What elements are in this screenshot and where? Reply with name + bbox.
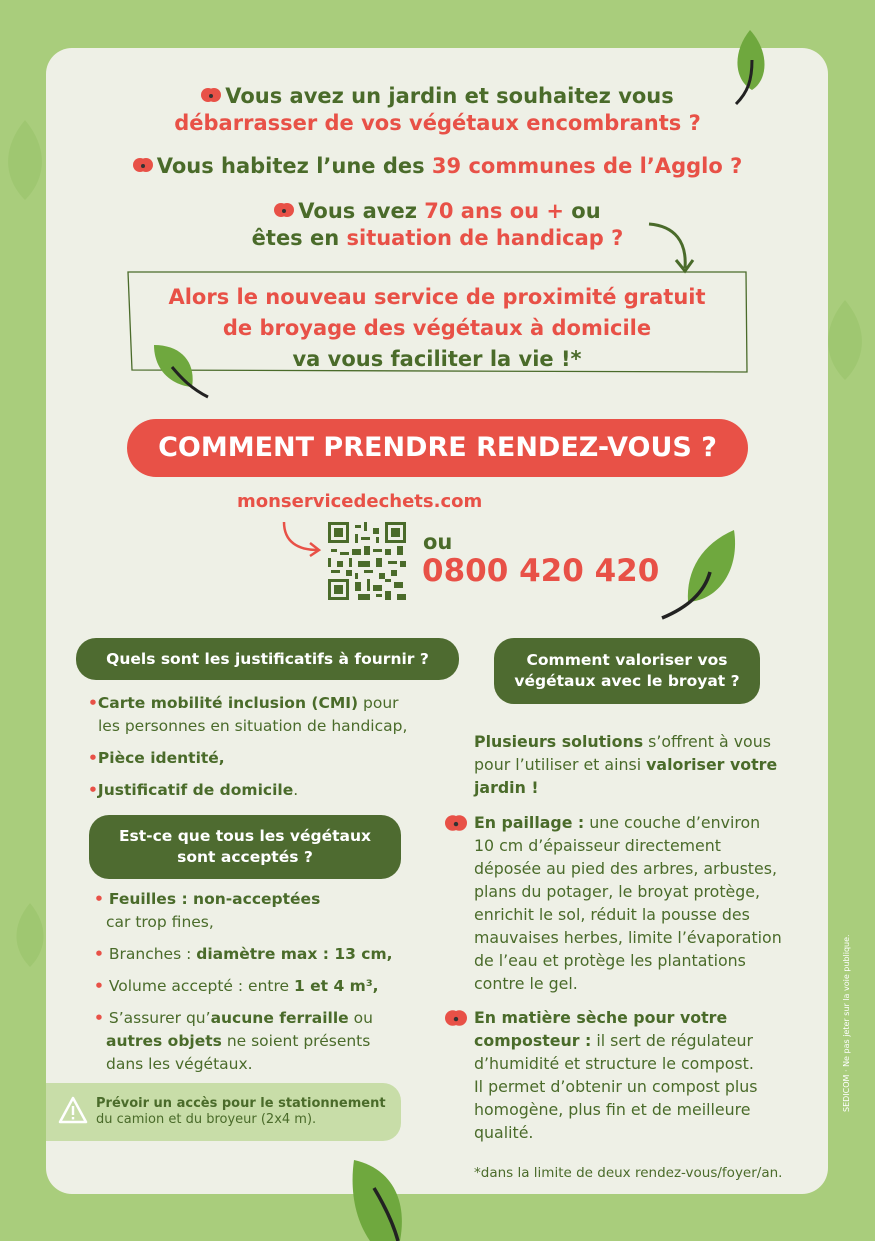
seche-line2: il sert de régulateur xyxy=(591,1031,753,1050)
question-age-text: Vous avez xyxy=(298,199,425,223)
intro-bold: Plusieurs solutions xyxy=(474,732,644,751)
cmi-suffix: pour xyxy=(358,694,399,712)
volume-label: Volume accepté : entre xyxy=(108,977,294,995)
warning-bold: Prévoir un accès pour le stationnement xyxy=(96,1096,386,1111)
seche-subtitle: composteur : xyxy=(474,1031,592,1050)
curved-arrow-icon xyxy=(645,220,695,276)
list-item: •Pièce identité, xyxy=(88,749,225,767)
vegetaux-title-line1: Est-ce que tous les végétaux xyxy=(118,827,372,845)
paillage-line1: une couche d’environ xyxy=(584,813,761,832)
ferraille-or: ou xyxy=(348,1009,373,1027)
paillage-line4: plans du potager, le broyat protège, xyxy=(474,882,761,901)
poppy-icon xyxy=(133,156,153,174)
leaves-label: Feuilles : non-acceptées xyxy=(108,890,321,908)
seche-title: En matière sèche pour votre xyxy=(474,1008,728,1027)
seche-section xyxy=(474,1006,758,1144)
poppy-icon xyxy=(445,1008,467,1028)
poppy-icon xyxy=(445,813,467,833)
appointment-banner: COMMENT PRENDRE RENDEZ-VOUS ? xyxy=(127,419,748,477)
valoriser-title-line2: végétaux avec le broyat ? xyxy=(514,672,740,690)
paillage-title: En paillage : xyxy=(474,813,585,832)
paillage-line2: 10 cm d’épaisseur directement xyxy=(474,836,721,855)
warning-text: du camion et du broyeur (2x4 m). xyxy=(96,1112,317,1127)
vegetaux-title xyxy=(89,815,401,879)
domicile-label: Justificatif de domicile xyxy=(97,781,294,799)
or-label: ou xyxy=(423,530,453,554)
objects-suffix: ne soient présents xyxy=(221,1032,371,1050)
arrow-icon xyxy=(280,518,324,558)
leaf-icon xyxy=(660,528,740,620)
question-communes-text: Vous habitez l’une des xyxy=(156,154,432,178)
intro-line2: pour l’utiliser et ainsi xyxy=(474,755,647,774)
intro-text: s’offrent à vous xyxy=(643,732,771,751)
announcement-box xyxy=(126,270,748,374)
id-label: Pièce identité, xyxy=(97,749,225,767)
footnote: *dans la limite de deux rendez-vous/foyer/an. xyxy=(474,1165,783,1181)
question-age-or: ou xyxy=(564,199,601,223)
volume-value: 1 et 4 m³, xyxy=(293,977,379,995)
poppy-icon xyxy=(274,201,294,219)
branches-value: diamètre max : 13 cm, xyxy=(196,945,393,963)
objects-label: autres objets xyxy=(106,1032,222,1050)
qr-code[interactable] xyxy=(328,522,406,600)
paillage-line3: déposée au pied des arbres, arbustes, xyxy=(474,859,777,878)
question-communes xyxy=(0,153,875,180)
justificatifs-list xyxy=(88,692,448,811)
vegetaux-title-line2: sont acceptés ? xyxy=(177,848,313,866)
announcement-line3: va vous faciliter la vie !* xyxy=(292,347,582,371)
announcement-line1: Alors le nouveau service de proximité gratuit xyxy=(168,285,706,309)
leaf-icon xyxy=(152,343,212,401)
seche-line3: d’humidité et structure le compost. xyxy=(474,1054,754,1073)
valoriser-intro xyxy=(474,730,777,799)
parking-warning xyxy=(46,1083,401,1141)
leaf-icon xyxy=(350,1158,420,1241)
paillage-line6: mauvaises herbes, limite l’évaporation xyxy=(474,928,782,947)
question-handicap-text: êtes en xyxy=(251,226,347,250)
list-item: • Feuilles : non-acceptées car trop fines, xyxy=(94,890,321,931)
paillage-line8: contre le gel. xyxy=(474,974,578,993)
list-item: • Branches : diamètre max : 13 cm, xyxy=(94,945,393,963)
question-age-highlight: 70 ans ou + xyxy=(424,199,564,223)
cmi-detail: les personnes en situation de handicap, xyxy=(98,717,408,735)
paillage-section xyxy=(474,811,782,995)
background-leaf-icon xyxy=(10,900,50,970)
paillage-line7: de l’eau et protège les plantations xyxy=(474,951,746,970)
seche-line6: qualité. xyxy=(474,1123,534,1142)
ferraille-prefix: S’assurer qu’ xyxy=(108,1009,211,1027)
paillage-line5: enrichit le sol, réduit la pousse des xyxy=(474,905,750,924)
question-garden-line2: débarrasser de vos végétaux encombrants ? xyxy=(174,111,701,135)
question-age xyxy=(0,198,875,252)
warning-icon xyxy=(58,1096,88,1124)
question-garden-line1: Vous avez un jardin et souhaitez vous xyxy=(225,84,674,108)
question-garden xyxy=(0,83,875,137)
side-disclaimer: SEDICOM · Ne pas jeter sur la voie publique. xyxy=(842,934,851,1112)
vegetaux-list xyxy=(94,888,424,1085)
phone-number[interactable]: 0800 420 420 xyxy=(422,553,660,589)
list-item: •Carte mobilité inclusion (CMI) pour les personnes en situation de handicap, xyxy=(88,694,408,735)
poppy-icon xyxy=(201,86,221,104)
valoriser-title-line1: Comment valoriser vos xyxy=(526,651,728,669)
ferraille-label: aucune ferraille xyxy=(210,1009,349,1027)
website-link[interactable]: monservicedechets.com xyxy=(237,491,483,512)
leaves-detail: car trop fines, xyxy=(106,913,214,931)
question-communes-highlight: 39 communes de l’Agglo ? xyxy=(431,154,743,178)
list-item: •Justificatif de domicile. xyxy=(88,781,299,799)
intro-bold2: valoriser votre xyxy=(646,755,778,774)
cmi-label: Carte mobilité inclusion (CMI) xyxy=(97,694,359,712)
seche-line5: homogène, plus fin et de meilleure xyxy=(474,1100,751,1119)
justificatifs-title: Quels sont les justificatifs à fournir ? xyxy=(76,638,459,680)
question-handicap-highlight: situation de handicap ? xyxy=(346,226,624,250)
valoriser-title xyxy=(494,638,760,704)
seche-line4: Il permet d’obtenir un compost plus xyxy=(474,1077,758,1096)
announcement-line2: de broyage des végétaux à domicile xyxy=(222,316,652,340)
domicile-suffix: . xyxy=(293,781,299,799)
intro-bold3: jardin ! xyxy=(474,778,539,797)
list-item: • S’assurer qu’aucune ferraille ou autres objets ne soient présents dans les végétaux. xyxy=(94,1009,373,1073)
list-item: • Volume accepté : entre 1 et 4 m³, xyxy=(94,977,379,995)
branches-label: Branches : xyxy=(108,945,197,963)
objects-detail: dans les végétaux. xyxy=(106,1055,253,1073)
